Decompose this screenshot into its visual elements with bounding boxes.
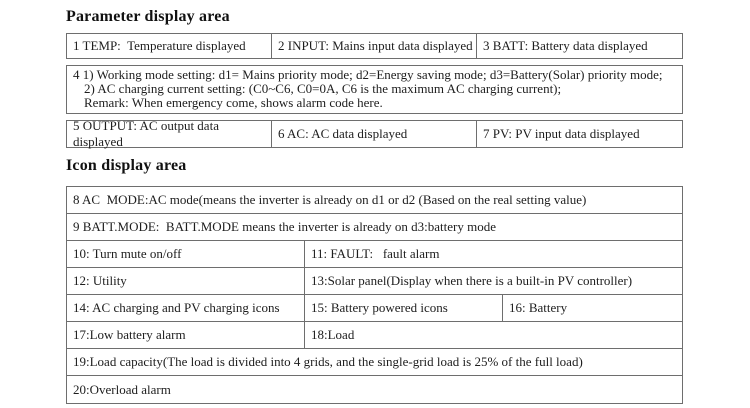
cell-11-fault: 11: FAULT: fault alarm [311,246,440,261]
icon-row-19 [67,349,682,376]
parameter-row-5-7 [66,120,683,148]
cell-17-low-battery-alarm: 17:Low battery alarm [67,322,305,348]
cell-15-battery-powered: 15: Battery powered icons [305,295,503,321]
cell-4-line-ac-charging: 2) AC charging current setting: (C0~C6, C0=0A, C6 is the maximum AC charging current); [84,81,562,96]
cell-18-load: 18:Load [311,327,355,342]
icon-row-8 [67,187,682,214]
parameter-display-table [66,33,683,148]
section-title-icon-display-area: Icon display area [66,157,187,174]
cell-3-batt: 3 BATT: Battery data displayed [482,38,648,53]
cell-6-ac: 6 AC: AC data displayed [272,121,477,147]
cell-14-charging-icons: 14: AC charging and PV charging icons [67,295,305,321]
cell-16-battery: 16: Battery [509,300,568,315]
parameter-row-1-3 [66,33,683,59]
icon-display-table [66,186,683,404]
parameter-row-4-working-mode [66,65,683,114]
section-title-parameter-display-area: Parameter display area [66,8,230,25]
cell-20-overload-alarm: 20:Overload alarm [73,381,171,397]
cell-12-utility: 12: Utility [67,268,305,294]
cell-5-output: 5 OUTPUT: AC output data displayed [67,121,272,147]
icon-row-14-16 [67,295,682,322]
icon-row-17-18 [67,322,682,349]
icon-row-9 [67,214,682,241]
icon-row-12-13 [67,268,682,295]
cell-1-temp: 1 TEMP: Temperature displayed [67,34,272,58]
cell-9-batt-mode: 9 BATT.MODE: BATT.MODE means the inverter is already on d3:battery mode [73,219,497,234]
icon-row-20 [67,376,682,403]
cell-7-pv: 7 PV: PV input data displayed [482,126,640,141]
cell-4-line-remark: Remark: When emergency come, shows alarm code here. [84,95,383,110]
cell-19-load-capacity: 19:Load capacity(The load is divided into 4 grids, and the single-grid load is 25% of the full load) [73,354,583,369]
cell-13-solar-panel: 13:Solar panel(Display when there is a built-in PV controller) [311,273,633,288]
cell-2-input: 2 INPUT: Mains input data displayed [272,34,477,58]
cell-4-line-working-mode: 4 1) Working mode setting: d1= Mains priority mode; d2=Energy saving mode; d3=Battery(Solar) priority mode; [73,67,663,82]
icon-row-10-11 [67,241,682,268]
cell-10-mute: 10: Turn mute on/off [67,241,305,267]
cell-8-ac-mode: 8 AC MODE:AC mode(means the inverter is already on d1 or d2 (Based on the real setting value) [73,192,587,207]
